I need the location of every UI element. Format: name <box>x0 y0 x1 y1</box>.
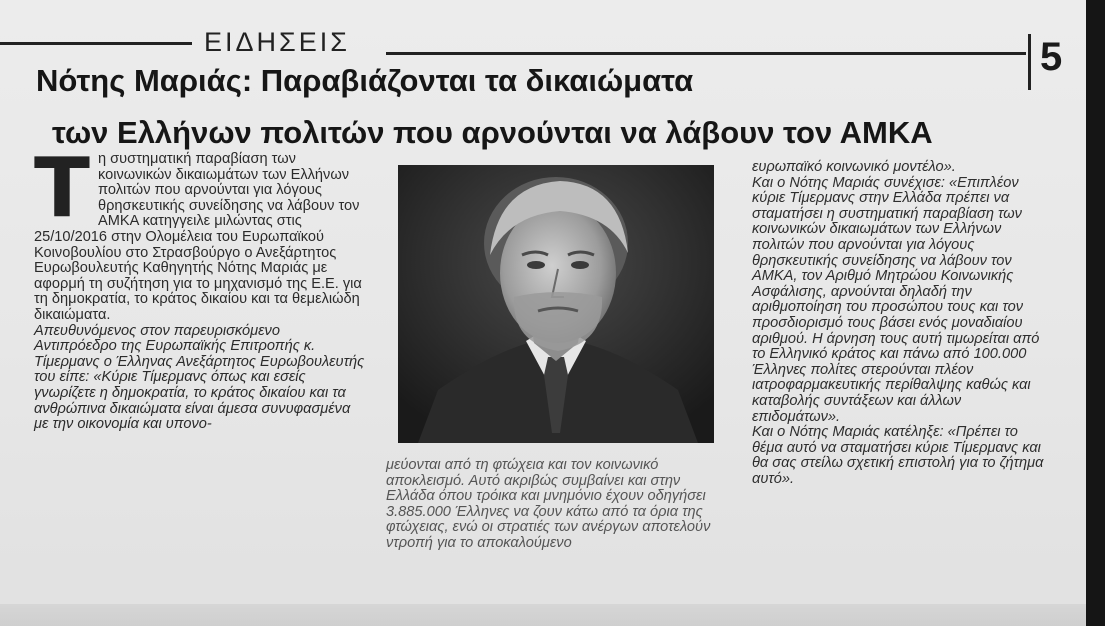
page-bottom-shade <box>0 604 1086 626</box>
dropcap: Τ <box>34 141 90 236</box>
section-rule-left <box>0 42 192 45</box>
page-number: 5 <box>1040 35 1063 79</box>
article-paragraph: ευρωπαϊκό κοινωνικό μοντέλο». <box>752 159 956 175</box>
scan-border <box>1086 0 1105 626</box>
article-column-3 <box>752 160 1052 487</box>
article-paragraph: Απευθυνόμενος στον παρευρισκόμενο Αντιπρόεδρο της Ευρωπαϊκής Επιτροπής κ. Τίμερμανς ο Έλληνας Ανεξάρτητος Ευρωβουλευτής του είπε: «Κύριε Τίμερμανς όπως και εσείς γνωρίζετε η δημοκρατία, το κράτος δικαίου και τα ανθρώπινα δικαιώματα είναι άμεσα συνυφασμένα με την οικονομία και υπονο- <box>34 322 365 433</box>
section-rule-right <box>386 52 1026 55</box>
headline-line-1: Νότης Μαριάς: Παραβιάζονται τα δικαιώματα <box>36 63 694 98</box>
article-paragraph: η συστηματική παραβίαση των κοινωνικών δικαιωμάτων των Ελλήνων πολιτών που αρνούνται για λόγους θρησκευτικής συνείδησης να λάβουν τον ΑΜΚΑ κατηγγειλε μιλώντας στις 25/10/2016 στην Ολομέλεια του Ευρωπαϊκού Κοινοβουλίου στο Στρασβούργο ο Ανεξάρτητος Ευρωβουλευτής Καθηγητής Νότης Μαριάς με αφορμή τη συζήτηση για το μηχανισμό της Ε.Ε. για τη δημοκρατία, το κράτος δικαίου και τα θεμελιώδη δικαιώματα. <box>34 151 362 323</box>
page-number-divider <box>1028 34 1031 90</box>
portrait-photo <box>398 165 714 443</box>
headline-line-2: των Ελλήνων πολιτών που αρνούνται να λάβουν τον ΑΜΚΑ <box>52 115 933 150</box>
article-paragraph: μεύονται από τη φτώχεια και τον κοινωνικό αποκλεισμό. Αυτό ακριβώς συμβαίνει και στην Ελλάδα όπου τρόικα και μνημόνιο έχουν οδηγήσει 3.885.000 Έλληνες να ζουν κάτω από τα όρια της φτώχειας, ενώ οι στρατιές των ανέργων αποτελούν ντροπή για το αποκαλούμενο <box>386 457 711 551</box>
article-paragraph: Και ο Νότης Μαριάς συνέχισε: «Επιπλέον κύριε Τίμερμανς στην Ελλάδα πρέπει να σταματήσει η συστηματική παραβίαση των κοινωνικών δικαιωμάτων των Ελλήνων πολιτών που αρνούνται για λόγους θρησκευτικής συνείδησης να λάβουν τον ΑΜΚΑ, τον Αριθμό Μητρώου Κοινωνικής Ασφάλισης, αρνούνται δηλαδή την αριθμοποίηση του προσώπου τους και τον προσδιορισμό τους βάσει ενός μοναδιαίου αριθμού. Η άρνηση τους αυτή τιμωρείται από το Ελληνικό κράτος και πάνω από 100.000 Έλληνες πολίτες στερούνται πλέον ιατροφαρμακευτικής περίθαλψης καθώς και καταβολής συντάξεων και άλλων επιδομάτων». <box>752 174 1040 425</box>
article-paragraph: Και ο Νότης Μαριάς κατέληξε: «Πρέπει το θέμα αυτό να σταματήσει κύριε Τίμερμανς και θα σας στείλω σχετική επιστολή για το ζήτημα αυτό». <box>752 424 1044 487</box>
article-column-1 <box>34 141 366 433</box>
article-column-2 <box>386 458 712 552</box>
section-label: ΕΙΔΗΣΕΙΣ <box>204 27 350 57</box>
